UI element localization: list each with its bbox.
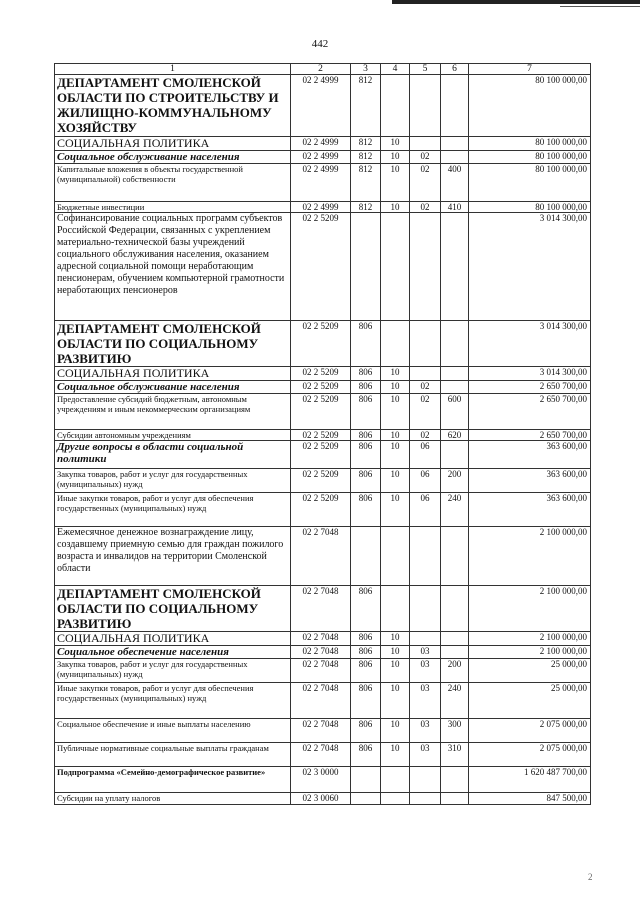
amount-cell: 80 100 000,00 bbox=[469, 137, 591, 151]
expense-type-cell bbox=[441, 632, 469, 646]
table-row bbox=[55, 683, 591, 719]
target-code-cell: 02 2 5209 bbox=[291, 394, 351, 430]
row-name-cell: Социальное обеспечение и иные выплаты населению bbox=[55, 719, 291, 743]
ministry-code-cell bbox=[351, 527, 381, 586]
target-code-cell: 02 2 4999 bbox=[291, 164, 351, 202]
section-code-cell bbox=[381, 75, 410, 137]
subsection-code-cell: 06 bbox=[410, 441, 441, 469]
table-row bbox=[55, 793, 591, 805]
section-code-cell bbox=[381, 767, 410, 793]
target-code-cell: 02 2 5209 bbox=[291, 493, 351, 527]
row-name-cell: Социальное обеспечение населения bbox=[55, 646, 291, 659]
ministry-code-cell: 806 bbox=[351, 394, 381, 430]
section-code-cell bbox=[381, 213, 410, 321]
section-code-cell: 10 bbox=[381, 659, 410, 683]
subsection-code-cell: 03 bbox=[410, 659, 441, 683]
row-name-cell: СОЦИАЛЬНАЯ ПОЛИТИКА bbox=[55, 632, 291, 646]
subsection-code-cell: 02 bbox=[410, 202, 441, 213]
subsection-code-cell: 03 bbox=[410, 646, 441, 659]
subsection-code-cell bbox=[410, 75, 441, 137]
table-row bbox=[55, 719, 591, 743]
amount-cell: 80 100 000,00 bbox=[469, 202, 591, 213]
row-name-cell: Социальное обслуживание населения bbox=[55, 151, 291, 164]
expense-type-cell bbox=[441, 767, 469, 793]
amount-cell: 1 620 487 700,00 bbox=[469, 767, 591, 793]
amount-cell: 2 650 700,00 bbox=[469, 394, 591, 430]
target-code-cell: 02 2 4999 bbox=[291, 202, 351, 213]
ministry-code-cell: 806 bbox=[351, 683, 381, 719]
row-name-cell: Социальное обслуживание населения bbox=[55, 381, 291, 394]
row-name-cell: Публичные нормативные социальные выплаты гражданам bbox=[55, 743, 291, 767]
amount-cell: 25 000,00 bbox=[469, 683, 591, 719]
section-code-cell bbox=[381, 793, 410, 805]
row-name-cell: СОЦИАЛЬНАЯ ПОЛИТИКА bbox=[55, 367, 291, 381]
target-code-cell: 02 2 7048 bbox=[291, 632, 351, 646]
row-name-cell: Закупка товаров, работ и услуг для государственных (муниципальных) нужд bbox=[55, 659, 291, 683]
expense-type-cell bbox=[441, 321, 469, 367]
target-code-cell: 02 2 5209 bbox=[291, 213, 351, 321]
expense-type-cell: 200 bbox=[441, 659, 469, 683]
target-code-cell: 02 3 0000 bbox=[291, 767, 351, 793]
subsection-code-cell bbox=[410, 527, 441, 586]
table-row bbox=[55, 381, 591, 394]
table-row bbox=[55, 469, 591, 493]
amount-cell: 80 100 000,00 bbox=[469, 151, 591, 164]
subsection-code-cell bbox=[410, 321, 441, 367]
table-row bbox=[55, 527, 591, 586]
row-name-cell: ДЕПАРТАМЕНТ СМОЛЕНСКОЙ ОБЛАСТИ ПО СОЦИАЛЬНОМУ РАЗВИТИЮ bbox=[55, 321, 291, 367]
target-code-cell: 02 2 5209 bbox=[291, 367, 351, 381]
header-cell: 4 bbox=[381, 64, 410, 75]
ministry-code-cell: 806 bbox=[351, 469, 381, 493]
expense-type-cell: 200 bbox=[441, 469, 469, 493]
subsection-code-cell: 02 bbox=[410, 151, 441, 164]
expense-type-cell: 240 bbox=[441, 493, 469, 527]
header-cell: 2 bbox=[291, 64, 351, 75]
section-code-cell: 10 bbox=[381, 469, 410, 493]
amount-cell: 2 100 000,00 bbox=[469, 527, 591, 586]
row-name-cell: Предоставление субсидий бюджетным, автономным учреждениям и иным некоммерческим организациям bbox=[55, 394, 291, 430]
table-body bbox=[55, 75, 591, 805]
target-code-cell: 02 2 7048 bbox=[291, 646, 351, 659]
expense-type-cell bbox=[441, 367, 469, 381]
section-code-cell bbox=[381, 321, 410, 367]
expense-type-cell bbox=[441, 137, 469, 151]
amount-cell: 80 100 000,00 bbox=[469, 164, 591, 202]
amount-cell: 3 014 300,00 bbox=[469, 213, 591, 321]
expense-type-cell: 300 bbox=[441, 719, 469, 743]
section-code-cell: 10 bbox=[381, 646, 410, 659]
table-row bbox=[55, 659, 591, 683]
amount-cell: 363 600,00 bbox=[469, 441, 591, 469]
ministry-code-cell: 812 bbox=[351, 164, 381, 202]
expense-type-cell bbox=[441, 381, 469, 394]
amount-cell: 2 100 000,00 bbox=[469, 586, 591, 632]
subsection-code-cell bbox=[410, 586, 441, 632]
ministry-code-cell bbox=[351, 793, 381, 805]
amount-cell: 2 650 700,00 bbox=[469, 430, 591, 441]
subsection-code-cell bbox=[410, 367, 441, 381]
table-row bbox=[55, 213, 591, 321]
target-code-cell: 02 2 7048 bbox=[291, 659, 351, 683]
section-code-cell: 10 bbox=[381, 430, 410, 441]
row-name-cell: Ежемесячное денежное вознаграждение лицу, создавшему приемную семью для граждан пожилого возраста и инвалидов на территории Смоленской области bbox=[55, 527, 291, 586]
subsection-code-cell: 02 bbox=[410, 164, 441, 202]
expense-type-cell bbox=[441, 75, 469, 137]
amount-cell: 2 100 000,00 bbox=[469, 646, 591, 659]
amount-cell: 2 100 000,00 bbox=[469, 632, 591, 646]
row-name-cell: Субсидии автономным учреждениям bbox=[55, 430, 291, 441]
amount-cell: 2 075 000,00 bbox=[469, 743, 591, 767]
page-number: 442 bbox=[311, 38, 329, 50]
subsection-code-cell: 02 bbox=[410, 381, 441, 394]
table-row bbox=[55, 586, 591, 632]
row-name-cell: СОЦИАЛЬНАЯ ПОЛИТИКА bbox=[55, 137, 291, 151]
expense-type-cell bbox=[441, 151, 469, 164]
target-code-cell: 02 2 7048 bbox=[291, 586, 351, 632]
subsection-code-cell: 03 bbox=[410, 683, 441, 719]
row-name-cell: Субсидии на уплату налогов bbox=[55, 793, 291, 805]
row-name-cell: Подпрограмма «Семейно-демографическое развитие» bbox=[55, 767, 291, 793]
section-code-cell: 10 bbox=[381, 137, 410, 151]
table-row bbox=[55, 646, 591, 659]
header-cell: 7 bbox=[469, 64, 591, 75]
page-mark: 2 bbox=[588, 872, 593, 882]
expense-type-cell: 620 bbox=[441, 430, 469, 441]
table-row bbox=[55, 493, 591, 527]
ministry-code-cell: 812 bbox=[351, 202, 381, 213]
expense-type-cell: 410 bbox=[441, 202, 469, 213]
ministry-code-cell: 806 bbox=[351, 493, 381, 527]
ministry-code-cell: 806 bbox=[351, 659, 381, 683]
ministry-code-cell: 806 bbox=[351, 646, 381, 659]
section-code-cell: 10 bbox=[381, 632, 410, 646]
top-rule-secondary bbox=[560, 6, 640, 7]
section-code-cell bbox=[381, 586, 410, 632]
row-name-cell: Иные закупки товаров, работ и услуг для обеспечения государственных (муниципальных) нужд bbox=[55, 683, 291, 719]
ministry-code-cell: 806 bbox=[351, 321, 381, 367]
header-cell: 5 bbox=[410, 64, 441, 75]
ministry-code-cell: 812 bbox=[351, 137, 381, 151]
table-row bbox=[55, 75, 591, 137]
amount-cell: 25 000,00 bbox=[469, 659, 591, 683]
expense-type-cell bbox=[441, 793, 469, 805]
section-code-cell: 10 bbox=[381, 719, 410, 743]
target-code-cell: 02 2 5209 bbox=[291, 469, 351, 493]
header-cell: 6 bbox=[441, 64, 469, 75]
expense-type-cell bbox=[441, 213, 469, 321]
amount-cell: 363 600,00 bbox=[469, 493, 591, 527]
header-cell: 3 bbox=[351, 64, 381, 75]
section-code-cell: 10 bbox=[381, 493, 410, 527]
ministry-code-cell bbox=[351, 767, 381, 793]
amount-cell: 847 500,00 bbox=[469, 793, 591, 805]
amount-cell: 2 650 700,00 bbox=[469, 381, 591, 394]
ministry-code-cell: 806 bbox=[351, 367, 381, 381]
subsection-code-cell: 03 bbox=[410, 719, 441, 743]
expense-type-cell: 240 bbox=[441, 683, 469, 719]
table-row bbox=[55, 767, 591, 793]
amount-cell: 80 100 000,00 bbox=[469, 75, 591, 137]
row-name-cell: Закупка товаров, работ и услуг для государственных (муниципальных) нужд bbox=[55, 469, 291, 493]
header-cell: 1 bbox=[55, 64, 291, 75]
ministry-code-cell: 812 bbox=[351, 75, 381, 137]
ministry-code-cell: 806 bbox=[351, 430, 381, 441]
section-code-cell: 10 bbox=[381, 164, 410, 202]
target-code-cell: 02 2 5209 bbox=[291, 381, 351, 394]
subsection-code-cell bbox=[410, 213, 441, 321]
table-row bbox=[55, 632, 591, 646]
section-code-cell: 10 bbox=[381, 151, 410, 164]
amount-cell: 3 014 300,00 bbox=[469, 367, 591, 381]
row-name-cell: Бюджетные инвестиции bbox=[55, 202, 291, 213]
target-code-cell: 02 2 5209 bbox=[291, 321, 351, 367]
expense-type-cell bbox=[441, 527, 469, 586]
expense-type-cell bbox=[441, 586, 469, 632]
subsection-code-cell: 02 bbox=[410, 430, 441, 441]
row-name-cell: Софинансирование социальных программ субъектов Российской Федерации, связанных с укреплением материально-технической базы учреждений социального обслуживания населения, оказанием адресной социальной помощи неработающим пенсионерам, обучением компьютерной грамотности неработающих пенсионеров bbox=[55, 213, 291, 321]
target-code-cell: 02 3 0060 bbox=[291, 793, 351, 805]
target-code-cell: 02 2 4999 bbox=[291, 137, 351, 151]
row-name-cell: Другие вопросы в области социальной политики bbox=[55, 441, 291, 469]
section-code-cell: 10 bbox=[381, 381, 410, 394]
amount-cell: 363 600,00 bbox=[469, 469, 591, 493]
target-code-cell: 02 2 7048 bbox=[291, 527, 351, 586]
target-code-cell: 02 2 7048 bbox=[291, 719, 351, 743]
table-row bbox=[55, 394, 591, 430]
section-code-cell: 10 bbox=[381, 394, 410, 430]
section-code-cell: 10 bbox=[381, 743, 410, 767]
ministry-code-cell: 806 bbox=[351, 743, 381, 767]
ministry-code-cell: 812 bbox=[351, 151, 381, 164]
target-code-cell: 02 2 4999 bbox=[291, 75, 351, 137]
table-row bbox=[55, 367, 591, 381]
subsection-code-cell bbox=[410, 137, 441, 151]
ministry-code-cell: 806 bbox=[351, 586, 381, 632]
budget-table bbox=[54, 63, 591, 805]
table-row bbox=[55, 743, 591, 767]
table-row bbox=[55, 164, 591, 202]
target-code-cell: 02 2 5209 bbox=[291, 430, 351, 441]
section-code-cell: 10 bbox=[381, 367, 410, 381]
ministry-code-cell bbox=[351, 213, 381, 321]
subsection-code-cell: 03 bbox=[410, 743, 441, 767]
table-row bbox=[55, 430, 591, 441]
subsection-code-cell: 06 bbox=[410, 493, 441, 527]
expense-type-cell: 310 bbox=[441, 743, 469, 767]
expense-type-cell: 600 bbox=[441, 394, 469, 430]
ministry-code-cell: 806 bbox=[351, 441, 381, 469]
amount-cell: 2 075 000,00 bbox=[469, 719, 591, 743]
target-code-cell: 02 2 7048 bbox=[291, 743, 351, 767]
top-rule bbox=[392, 0, 640, 4]
ministry-code-cell: 806 bbox=[351, 632, 381, 646]
section-code-cell: 10 bbox=[381, 202, 410, 213]
expense-type-cell bbox=[441, 646, 469, 659]
subsection-code-cell bbox=[410, 632, 441, 646]
section-code-cell: 10 bbox=[381, 441, 410, 469]
target-code-cell: 02 2 4999 bbox=[291, 151, 351, 164]
subsection-code-cell bbox=[410, 793, 441, 805]
section-code-cell bbox=[381, 527, 410, 586]
table-row bbox=[55, 441, 591, 469]
target-code-cell: 02 2 7048 bbox=[291, 683, 351, 719]
ministry-code-cell: 806 bbox=[351, 381, 381, 394]
table-row bbox=[55, 321, 591, 367]
subsection-code-cell: 06 bbox=[410, 469, 441, 493]
expense-type-cell bbox=[441, 441, 469, 469]
table-row bbox=[55, 137, 591, 151]
section-code-cell: 10 bbox=[381, 683, 410, 719]
ministry-code-cell: 806 bbox=[351, 719, 381, 743]
expense-type-cell: 400 bbox=[441, 164, 469, 202]
row-name-cell: ДЕПАРТАМЕНТ СМОЛЕНСКОЙ ОБЛАСТИ ПО СОЦИАЛЬНОМУ РАЗВИТИЮ bbox=[55, 586, 291, 632]
subsection-code-cell: 02 bbox=[410, 394, 441, 430]
table-row bbox=[55, 151, 591, 164]
table-header-row bbox=[55, 64, 591, 75]
row-name-cell: Капитальные вложения в объекты государственной (муниципальной) собственности bbox=[55, 164, 291, 202]
row-name-cell: ДЕПАРТАМЕНТ СМОЛЕНСКОЙ ОБЛАСТИ ПО СТРОИТЕЛЬСТВУ И ЖИЛИЩНО-КОММУНАЛЬНОМУ ХОЗЯЙСТВУ bbox=[55, 75, 291, 137]
subsection-code-cell bbox=[410, 767, 441, 793]
row-name-cell: Иные закупки товаров, работ и услуг для обеспечения государственных (муниципальных) нужд bbox=[55, 493, 291, 527]
target-code-cell: 02 2 5209 bbox=[291, 441, 351, 469]
table-row bbox=[55, 202, 591, 213]
amount-cell: 3 014 300,00 bbox=[469, 321, 591, 367]
